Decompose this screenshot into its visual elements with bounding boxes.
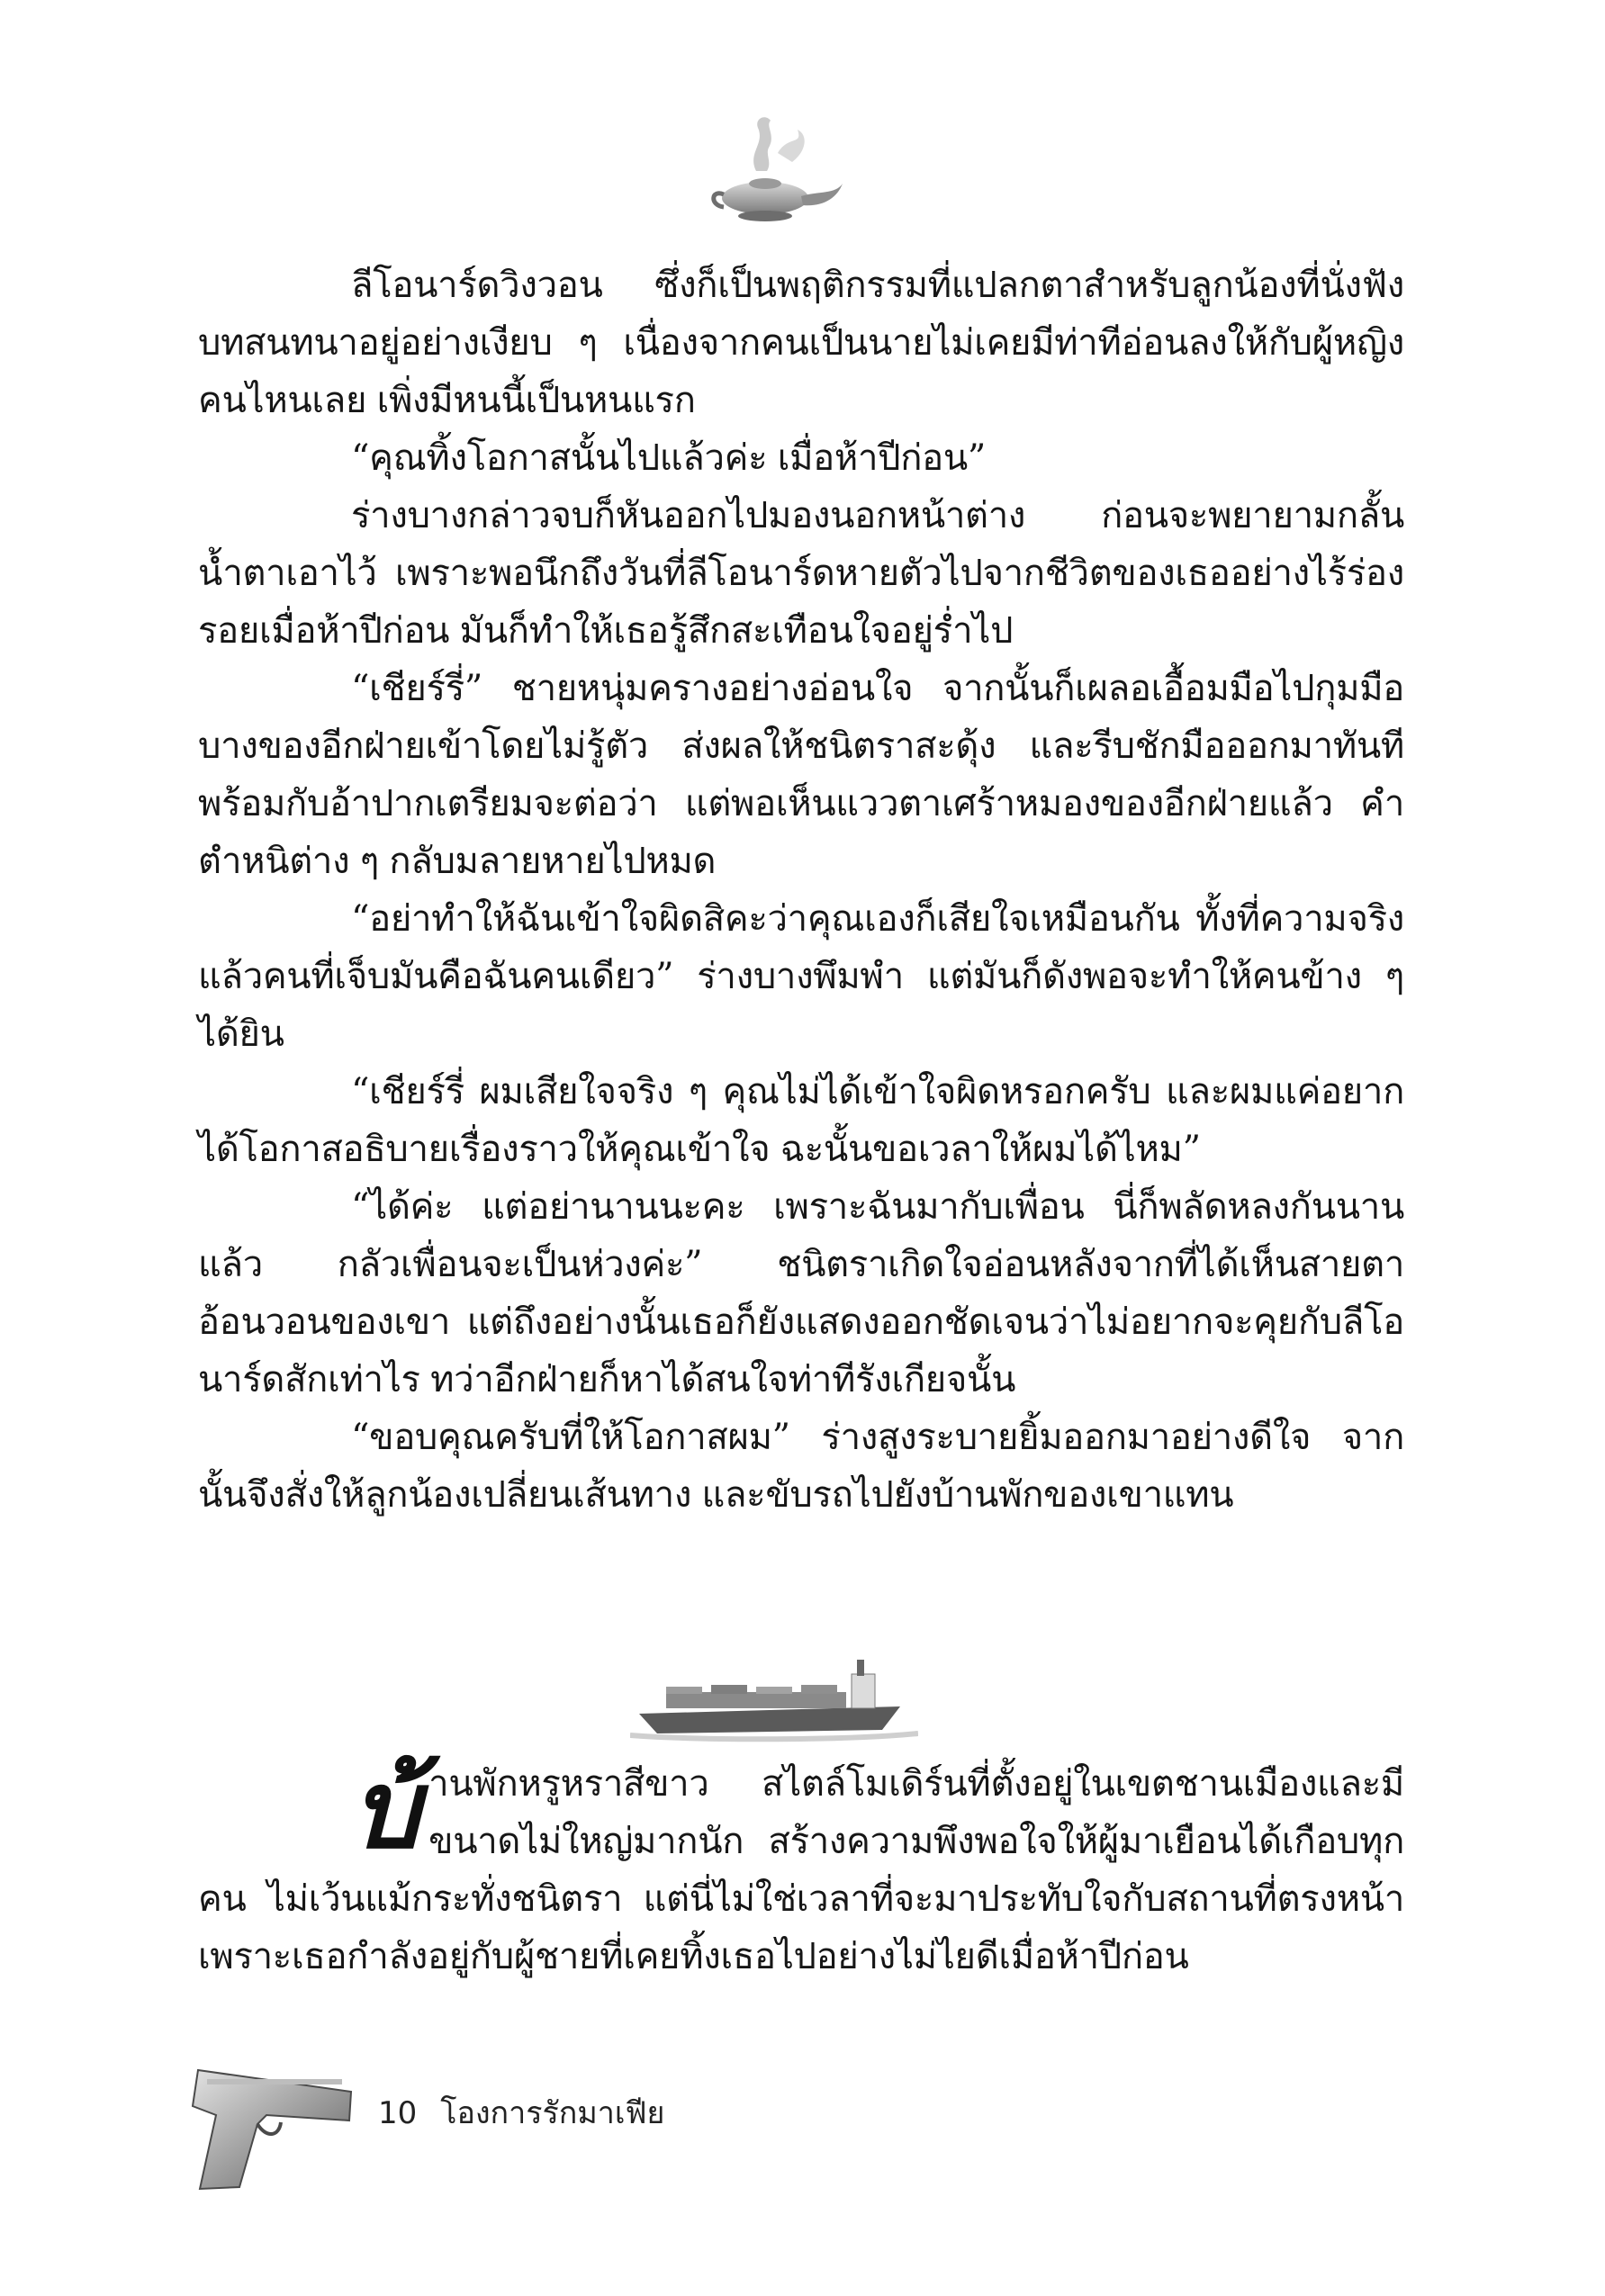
chapter-section [198, 1746, 1404, 1985]
paragraph: “อย่าทำให้ฉันเข้าใจผิดสิคะว่าคุณเองก็เสียใจเหมือนกัน ทั้งที่ความจริงแล้วคนที่เจ็บมันคือฉันคนเดียว” ร่างบางพึมพำ แต่มันก็ดังพอจะทำให้คนข้าง ๆ ได้ยิน [198, 898, 1404, 1055]
paragraph: ร่างบางกล่าวจบก็หันออกไปมองนอกหน้าต่าง ก่อนจะพยายามกลั้นน้ำตาเอาไว้ เพราะพอนึกถึงวันที่ลีโอนาร์ดหายตัวไปจากชีวิตของเธออย่างไร้ร่องรอยเมื่อห้าปีก่อน มันก็ทำให้เธอรู้สึกสะเทือนใจอยู่ร่ำไป [198, 495, 1404, 652]
paragraph: “ได้ค่ะ แต่อย่านานนะคะ เพราะฉันมากับเพื่อน นี่ก็พลัดหลงกันนานแล้ว กลัวเพื่อนจะเป็นห่วงค่ะ” ชนิตราเกิดใจอ่อนหลังจากที่ได้เห็นสายตาอ้อนวอนของเขา แต่ถึงอย่างนั้นเธอก็ยังแสดงออกชัดเจนว่าไม่อยากจะคุยกับลีโอนาร์ดสักเท่าไร ทว่าอีกฝ่ายก็หาได้สนใจท่าทีรังเกียจนั้น [198, 1186, 1404, 1400]
paragraph: ลีโอนาร์ดวิงวอน ซึ่งก็เป็นพฤติกรรมที่แปลกตาสำหรับลูกน้องที่นั่งฟังบทสนทนาอยู่อย่างเงียบ ๆ เนื่องจากคนเป็นนายไม่เคยมีท่าทีอ่อนลงให้กับผู้หญิงคนไหนเลย เพิ่งมีหนนี้เป็นหนแรก [198, 265, 1404, 421]
drop-cap: บ้ [351, 1746, 420, 1873]
page-number: 10 [378, 2095, 418, 2131]
body-text [198, 257, 1404, 1524]
cargo-ship-icon [630, 1647, 918, 1746]
chapter-paragraph: านพักหรูหราสีขาว สไตล์โมเดิร์นที่ตั้งอยู่ในเขตชานเมืองและมีขนาดไม่ใหญ่มากนัก สร้างความพึงพอใจให้ผู้มาเยือนได้เกือบทุกคน ไม่เว้นแม้กระทั่งชนิตรา แต่นี่ไม่ใช่เวลาที่จะมาประทับใจกับสถานที่ตรงหน้า เพราะเธอกำลังอยู่กับผู้ชายที่เคยทิ้งเธอไปอย่างไม่ไยดีเมื่อห้าปีก่อน [198, 1763, 1404, 1977]
paragraph: “คุณทิ้งโอกาสนั้นไปแล้วค่ะ เมื่อห้าปีก่อน” [351, 437, 987, 479]
paragraph: “เชียร์รี่ ผมเสียใจจริง ๆ คุณไม่ได้เข้าใจผิดหรอกครับ และผมแค่อยากได้โอกาสอธิบายเรื่องราวให้คุณเข้าใจ ฉะนั้นขอเวลาให้ผมได้ไหม” [198, 1071, 1404, 1170]
magic-lamp-icon [702, 108, 846, 225]
paragraph: “ขอบคุณครับที่ให้โอกาสผม” ร่างสูงระบายยิ้มออกมาอย่างดีใจ จากนั้นจึงสั่งให้ลูกน้องเปลี่ยนเส้นทาง และขับรถไปยังบ้านพักของเขาแทน [198, 1417, 1404, 1516]
book-title: โองการรักมาเฟีย [440, 2095, 665, 2131]
pistol-icon [180, 2052, 360, 2205]
paragraph: “เชียร์รี่” ชายหนุ่มครางอย่างอ่อนใจ จากนั้นก็เผลอเอื้อมมือไปกุมมือบางของอีกฝ่ายเข้าโดยไม่รู้ตัว ส่งผลให้ชนิตราสะดุ้ง และรีบชักมือออกมาทันที พร้อมกับอ้าปากเตรียมจะต่อว่า แต่พอเห็นแววตาเศร้าหมองของอีกฝ่ายแล้ว คำตำหนิต่าง ๆ กลับมลายหายไปหมด [198, 668, 1404, 882]
page-footer [378, 2088, 664, 2137]
